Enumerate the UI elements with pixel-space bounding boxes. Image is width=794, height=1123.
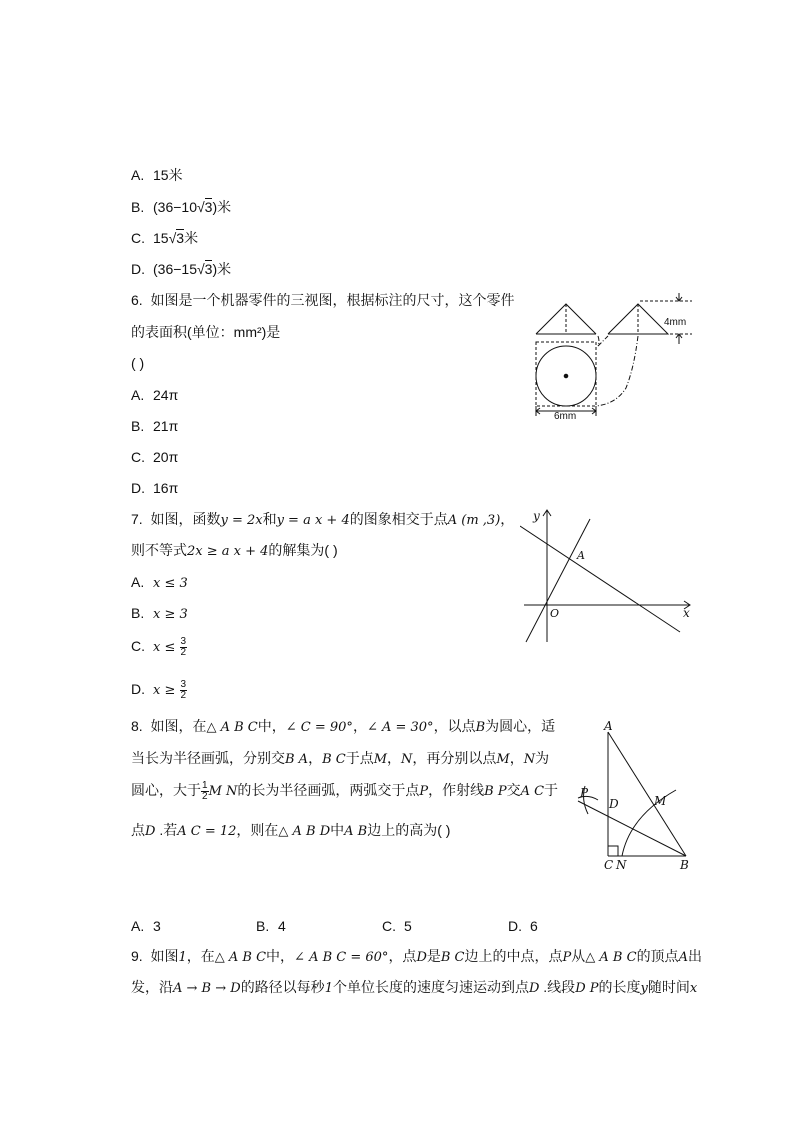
math-expression: B	[475, 720, 486, 735]
question-text: 交	[506, 782, 521, 798]
fraction-numerator: 3	[180, 678, 187, 690]
question-text: 的长度	[598, 979, 641, 995]
question-text: 为	[535, 750, 550, 766]
q6-answer-paren	[131, 353, 144, 373]
question-text: 是	[426, 948, 441, 964]
q8-stem-line4	[131, 820, 450, 842]
q7-option-a	[131, 572, 188, 594]
q8-option-b	[256, 916, 286, 936]
math-expression: ∠ C = 90°	[285, 720, 353, 735]
option-label: C.	[131, 449, 145, 465]
option-label: A.	[131, 918, 145, 934]
arc-mn	[622, 790, 676, 856]
q7-stem-line1	[131, 509, 514, 531]
math-expression: △ A B D	[278, 824, 331, 839]
option-text: 4	[278, 918, 286, 934]
option-label: B.	[256, 918, 270, 934]
question-text: ，在	[186, 948, 215, 964]
width-label: 6mm	[554, 411, 577, 422]
q7-option-b	[131, 603, 188, 625]
math-expression: P	[562, 950, 572, 965]
math-expression: A C	[520, 784, 545, 799]
math-expression: y	[640, 981, 648, 996]
math-expression: A B	[344, 824, 368, 839]
math-expression: D	[145, 824, 156, 839]
fraction	[201, 781, 209, 802]
question-text: 如图，函数	[150, 511, 221, 527]
option-label: B.	[131, 199, 145, 215]
answer-paren: ( )	[131, 355, 145, 371]
q5-option-c	[131, 228, 198, 248]
fraction-numerator: 1	[202, 779, 208, 791]
math-expression: x	[689, 981, 698, 996]
option-label: A.	[131, 387, 145, 403]
math-expression: A → B → D	[173, 981, 241, 996]
math-expression: N	[401, 752, 413, 767]
option-text: 3	[153, 918, 161, 934]
x-axis-label: x	[683, 606, 690, 620]
q7-option-d	[131, 679, 187, 701]
math-expression: D	[416, 950, 427, 965]
math-expression: M	[496, 752, 510, 767]
projection-arc	[596, 336, 638, 406]
question-text: 如图是一个机器零件的三视图，根据标注的尺寸，这个零件	[150, 292, 515, 308]
question-text: 随时间	[647, 979, 690, 995]
q8-option-d	[508, 916, 538, 936]
math-expression: M	[373, 752, 388, 767]
option-text: 20π	[153, 449, 179, 465]
fraction	[180, 637, 188, 658]
option-text: (36−15	[153, 261, 197, 277]
option-text: x ≤ 3	[153, 576, 188, 591]
option-text: 6	[530, 918, 538, 934]
question-text: 如图，在	[150, 718, 207, 734]
question-text: ，以点	[433, 718, 476, 734]
question-text: ，	[308, 750, 323, 766]
question-text: ，	[387, 750, 402, 766]
math-expression: y = a x + 4	[276, 513, 350, 528]
math-expression: y = 2x	[220, 513, 263, 528]
math-expression: B C	[440, 950, 465, 965]
vertex-c-label: C	[604, 858, 614, 872]
question-number: 6.	[131, 292, 143, 308]
math-expression: B A	[285, 752, 309, 767]
question-text: ，则在	[236, 822, 279, 838]
q8-stem-line1	[131, 716, 555, 738]
question-text: ，再分别以点	[412, 750, 497, 766]
vertex-a-label: A	[604, 719, 613, 733]
point-d-label: D	[609, 797, 619, 811]
math-expression: 1	[324, 981, 333, 996]
question-text: ，作射线	[428, 782, 485, 798]
ray-bp	[578, 801, 686, 856]
math-expression: ∠ A B C = 60°	[294, 950, 389, 965]
math-expression: M N	[208, 784, 238, 799]
fraction-denominator: 2	[180, 646, 187, 658]
math-expression: △ A B C	[585, 950, 637, 965]
question-text: 出	[687, 948, 702, 964]
math-expression: N	[523, 752, 536, 767]
point-n-label: N	[616, 858, 627, 872]
option-label: D.	[131, 480, 145, 496]
question-text: 如图	[150, 948, 179, 964]
question-text: 的解集为( )	[268, 542, 338, 558]
option-label: A.	[131, 574, 145, 590]
question-text: .线段	[539, 979, 576, 995]
fraction	[180, 680, 188, 701]
point-p-label: P	[580, 786, 589, 800]
math-expression: A C = 12	[177, 824, 237, 839]
question-text: 发，沿	[131, 979, 173, 995]
q5-option-a	[131, 165, 183, 185]
q7-stem-line2	[131, 540, 338, 562]
q6-option-c	[131, 447, 178, 467]
option-text: 5	[404, 918, 412, 934]
q6-stem-line2	[131, 322, 280, 342]
math-expression: 2x ≥ a x + 4	[187, 544, 269, 559]
option-label: B.	[131, 418, 145, 434]
math-expression: 1	[178, 950, 187, 965]
option-text: x ≥	[153, 683, 180, 698]
question-text: 的图象相交于点	[349, 511, 448, 527]
option-label: C.	[131, 230, 145, 246]
y-axis-label: y	[533, 509, 540, 523]
option-text: 15米	[153, 167, 183, 183]
math-expression: D	[528, 981, 540, 996]
question-text: 的表面积(单位：mm²)是	[131, 324, 281, 340]
question-text: 边上的中点，点	[464, 948, 563, 964]
question-text: ，	[500, 511, 515, 527]
sqrt-sign: √3	[168, 230, 185, 246]
question-text: .若	[155, 822, 178, 838]
q8-stem-line3	[131, 780, 558, 802]
q9-stem-line1	[131, 946, 702, 968]
q8-option-c	[382, 916, 412, 936]
math-expression: A	[678, 950, 688, 965]
question-text: 则不等式	[131, 542, 187, 558]
sqrt-sign: √3	[196, 261, 213, 277]
line-y-ax-plus-4	[520, 526, 680, 632]
q6-option-d	[131, 478, 178, 498]
height-label: 4mm	[664, 317, 687, 328]
math-expression: ∠ A = 30°	[366, 720, 434, 735]
top-view	[536, 342, 596, 406]
radicand: 3	[176, 230, 185, 246]
front-view	[536, 304, 596, 334]
question-text: ，点	[388, 948, 417, 964]
option-label: C.	[131, 638, 145, 654]
q5-option-d	[131, 259, 231, 279]
question-number: 8.	[131, 718, 143, 734]
question-text: 中，	[266, 948, 295, 964]
option-label: B.	[131, 605, 145, 621]
option-label: D.	[131, 261, 145, 277]
option-text-post: )米	[212, 261, 232, 277]
math-expression: D P	[575, 981, 599, 996]
sqrt-sign: √3	[196, 199, 213, 215]
option-label: A.	[131, 167, 145, 183]
option-text: (36−10	[153, 199, 197, 215]
question-text: 的路径以每秒	[240, 979, 325, 995]
q6-option-a	[131, 385, 178, 405]
q8-option-a	[131, 916, 161, 936]
question-text: 中	[330, 822, 345, 838]
math-expression: A (m ,3)	[447, 513, 501, 528]
q8-stem-line2	[131, 748, 549, 770]
question-number: 9.	[131, 948, 143, 964]
option-label: D.	[508, 918, 522, 934]
option-text: x ≥ 3	[153, 607, 188, 622]
option-text-post: 米	[184, 230, 199, 246]
option-text: 24π	[153, 387, 179, 403]
q7-option-c	[131, 636, 187, 658]
fraction-denominator: 2	[202, 790, 208, 802]
question-text: 边上的高为( )	[367, 822, 451, 838]
point-a-label: A	[577, 549, 585, 562]
question-text: 于	[544, 782, 559, 798]
question-text: ，	[509, 750, 524, 766]
question-text: 从	[571, 948, 586, 964]
question-text: 中，	[257, 718, 286, 734]
question-text: ，	[352, 718, 367, 734]
fraction-denominator: 2	[180, 689, 187, 701]
option-label: D.	[131, 681, 145, 697]
math-expression: P	[419, 784, 429, 799]
question-text: 个单位长度的速度匀速运动到点	[332, 979, 529, 995]
side-view	[608, 304, 668, 334]
question-text: 点	[131, 822, 145, 838]
question-number: 7.	[131, 511, 143, 527]
fraction-numerator: 3	[180, 635, 187, 647]
side-ab	[608, 732, 686, 856]
question-text: 的长为半径画弧，两弧交于点	[237, 782, 420, 798]
question-text: 的顶点	[636, 948, 679, 964]
right-angle-mark	[608, 846, 618, 856]
line-y-2x	[526, 519, 590, 642]
option-text-post: )米	[212, 199, 232, 215]
radicand: 3	[204, 199, 213, 215]
option-label: C.	[382, 918, 396, 934]
q7-graph-figure	[520, 504, 695, 646]
radicand: 3	[204, 261, 213, 277]
option-text: 16π	[153, 480, 179, 496]
math-expression: △ A B C	[206, 720, 258, 735]
option-text: 15	[153, 230, 169, 246]
math-expression: B C	[322, 752, 346, 767]
question-text: 于点	[345, 750, 374, 766]
question-text: 圆心，大于	[131, 782, 201, 798]
vertex-b-label: B	[680, 858, 689, 872]
q9-stem-line2	[131, 977, 697, 999]
math-expression: △ A B C	[214, 950, 267, 965]
point-m-label: M	[654, 794, 667, 808]
origin-label: O	[550, 607, 560, 620]
q6-stem-line1	[131, 290, 514, 310]
question-text: 为圆心，适	[485, 718, 556, 734]
q6-three-view-figure	[530, 292, 696, 422]
option-text: 21π	[153, 418, 179, 434]
math-expression: B P	[484, 784, 507, 799]
question-text: 当长为半径画弧，分别交	[131, 750, 285, 766]
option-text: x ≤	[153, 640, 180, 655]
q5-option-b	[131, 197, 231, 217]
question-text: 和	[262, 511, 277, 527]
q6-option-b	[131, 416, 178, 436]
q8-triangle-figure	[572, 718, 696, 874]
